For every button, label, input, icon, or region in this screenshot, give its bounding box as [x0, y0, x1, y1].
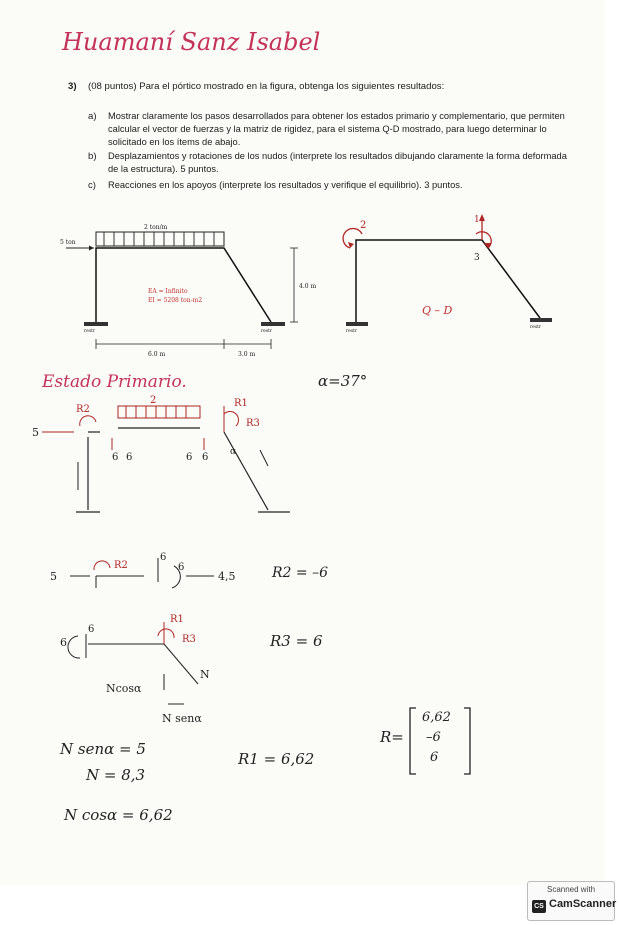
fbd2-n: N — [200, 668, 210, 681]
support-left-label: restr — [84, 329, 96, 334]
item-a-line2: calcular el vector de fuerzas y la matriz de rigidez, para el sistema Q-D mostrado, para luego determinar lo — [108, 124, 547, 134]
camscanner-badge — [527, 881, 615, 921]
primary-state-sketch — [28, 392, 318, 527]
height-dimension: 4.0 m — [299, 283, 317, 290]
section-title: Estado Primario. — [42, 372, 187, 392]
camscanner-logo-icon: CS — [532, 900, 546, 913]
vector-label: R= — [380, 728, 404, 746]
support-right-label: restr — [261, 329, 273, 334]
problem-intro: (08 puntos) Para el pórtico mostrado en la figura, obtenga los siguientes resultados: — [88, 81, 445, 92]
dof-3-label: 3 — [474, 253, 480, 263]
fbd2-r3: R3 — [182, 634, 196, 645]
property-ea: EA = Infinito — [148, 288, 188, 295]
sketch-alpha-mark: α — [230, 447, 237, 457]
alpha-angle: α=37° — [318, 372, 368, 390]
item-b-line1: Desplazamientos y rotaciones de los nudos (interprete los resultados dibujando claramente la forma deformada — [108, 151, 567, 161]
fbd2-ncos: Ncosα — [106, 682, 142, 695]
fbd1-r2: R2 — [114, 560, 128, 571]
qd-system-figure — [340, 210, 570, 340]
sketch-load-label: 2 — [150, 395, 157, 406]
item-c-marker: c) — [88, 180, 96, 191]
sketch-r2-label: R2 — [76, 404, 90, 415]
fbd2-result: R3 = 6 — [270, 632, 323, 650]
frame-figure — [56, 218, 336, 368]
sketch-r1-label: R1 — [234, 398, 248, 409]
fbd1-shear1: 6 — [160, 552, 167, 563]
sketch-shear-a: 6 — [112, 452, 119, 463]
span-left-dimension: 6.0 m — [148, 351, 166, 358]
item-a-line1: Mostrar claramente los pasos desarrollados para obtener los estados primario y complementario, que permiten — [108, 111, 565, 121]
qd-support-right-label: restr — [530, 325, 542, 330]
dof-1-label: 1 — [474, 215, 480, 225]
vector-value-1: 6,62 — [422, 710, 451, 725]
fbd2-shear1: 6 — [60, 636, 67, 649]
load-value: 2 ton/m — [144, 224, 168, 231]
property-ei: EI = 5208 ton-m2 — [148, 297, 203, 304]
item-b-line2: de la estructura). 5 puntos. — [108, 164, 219, 174]
vector-value-2: –6 — [426, 730, 441, 745]
qd-label: Q – D — [422, 304, 453, 317]
sketch-shear-b: 6 — [126, 452, 133, 463]
vector-value-3: 6 — [430, 750, 439, 765]
fbd1-force-out: 4,5 — [218, 570, 236, 583]
equation-n-sen: N senα = 5 — [60, 740, 146, 758]
sketch-r3-label: R3 — [246, 418, 260, 429]
sketch-left-force: 5 — [32, 426, 39, 439]
equation-n: N = 8,3 — [86, 766, 146, 784]
qd-support-left-label: restr — [346, 329, 358, 334]
fbd2-r1: R1 — [170, 614, 184, 625]
item-b-marker: b) — [88, 151, 97, 162]
item-a-line3: solicitado en los ítems de abajo. — [108, 137, 241, 147]
r1-result: R1 = 6,62 — [238, 750, 315, 768]
item-c-line1: Reacciones en los apoyos (interprete los resultados y verifique el equilibrio). 3 puntos. — [108, 180, 463, 190]
fbd1-shear2: 6 — [178, 562, 185, 573]
scanned-with-text: Scanned with — [546, 885, 596, 894]
dof-2-label: 2 — [360, 220, 367, 231]
item-a-marker: a) — [88, 111, 97, 122]
fbd-right-joint — [58, 612, 238, 732]
sketch-shear-d: 6 — [202, 452, 209, 463]
fbd1-force-in: 5 — [50, 570, 57, 583]
fbd2-nsen: N senα — [162, 712, 202, 725]
equation-n-cos: N cosα = 6,62 — [64, 806, 173, 824]
student-name: Huamaní Sanz Isabel — [62, 28, 321, 56]
span-right-dimension: 3.0 m — [238, 351, 256, 358]
fbd2-shear2: 6 — [88, 624, 95, 635]
camscanner-brand: CamScanner — [549, 898, 617, 910]
point-load-value: 5 ton — [60, 239, 76, 246]
problem-number: 3) — [68, 81, 77, 92]
sketch-shear-c: 6 — [186, 452, 193, 463]
fbd1-result: R2 = –6 — [272, 565, 328, 581]
